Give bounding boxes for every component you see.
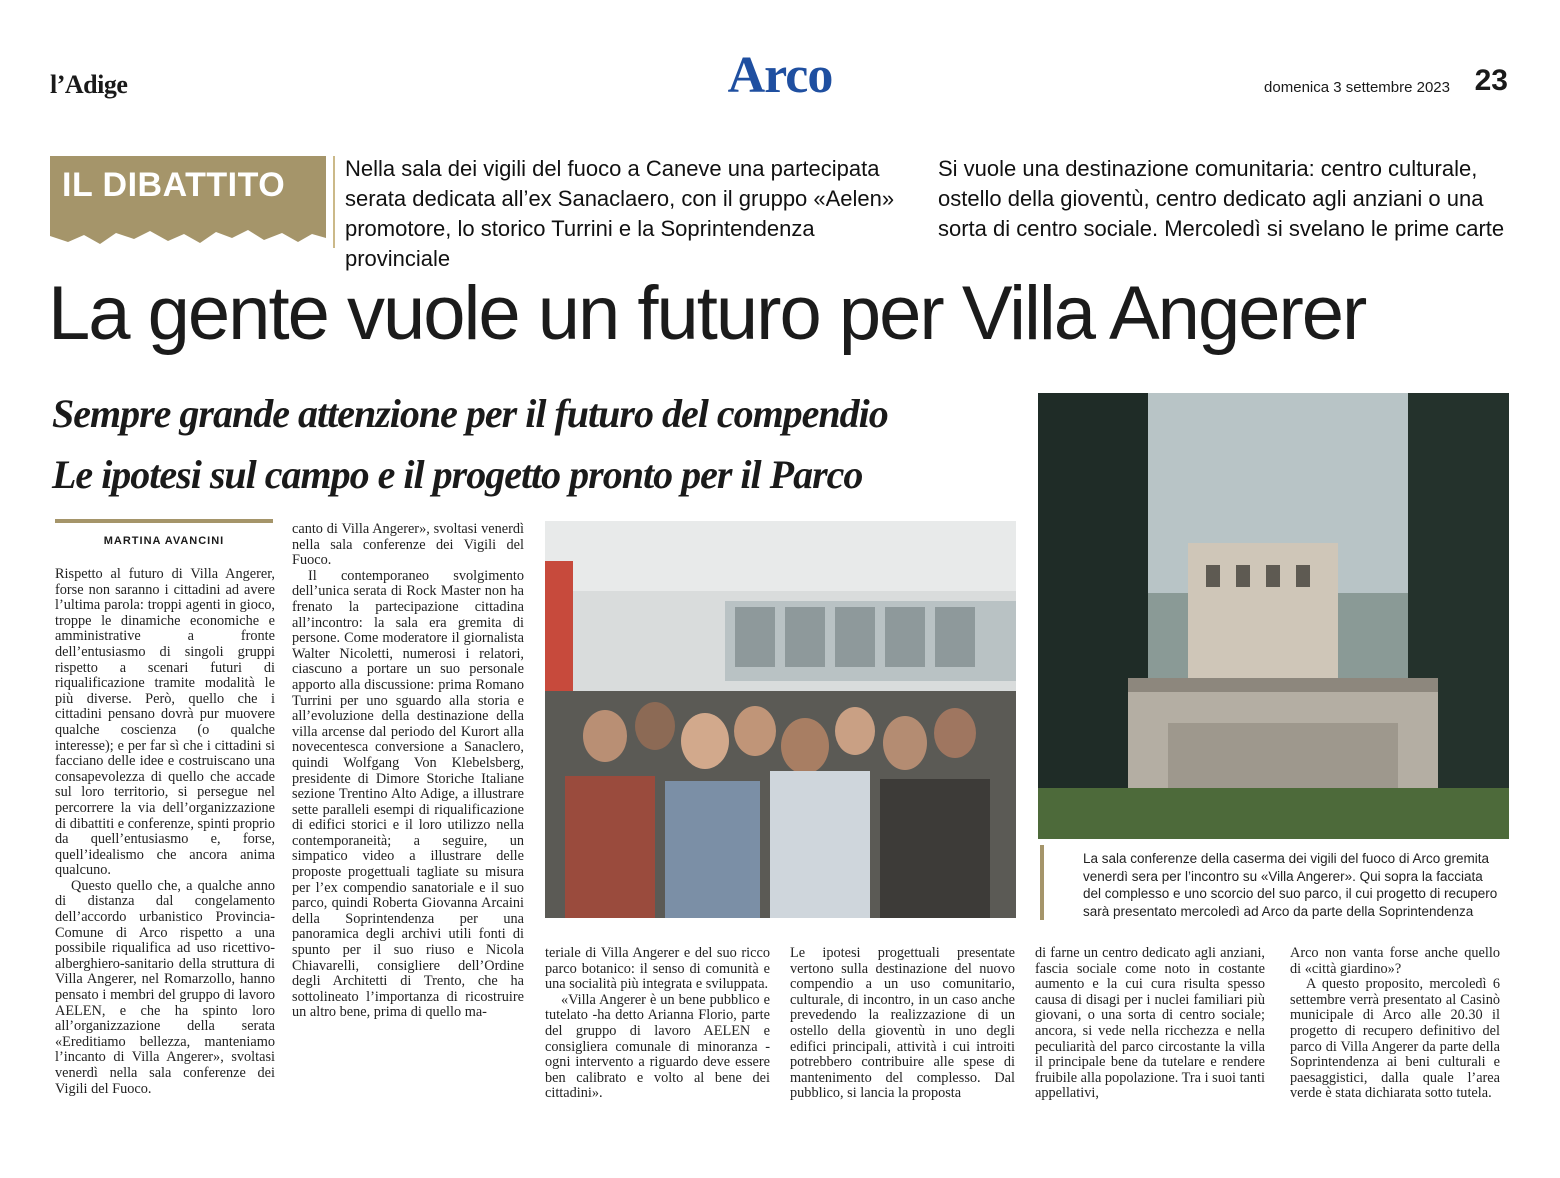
article-column-5 [1035,946,1265,1166]
paragraph: canto di Villa Angerer», svoltasi venerdì nella sala conferenze dei Vigili del Fuoco. [292,522,524,569]
deck-left: Nella sala dei vigili del fuoco a Caneve una partecipata serata dedicata all’ex Sanaclaero, con il gruppo «Aelen» promotore, lo storico Turrini e la Soprintendenza provinciale [345,156,895,271]
deck-divider [333,156,335,248]
byline: MARTINA AVANCINI [103,535,225,547]
paragraph: Rispetto al futuro di Villa Angerer, forse non saranno i cittadini ad avere l’ultima parola: troppi agenti in gioco, troppe le dinamiche economiche e amministrative a fronte dell’entusiasmo di singoli gruppi rispetto a scenari futuri di riqualificazione tramite modalità le più diverse. Però, quello che i cittadini pensano dovrà pur muovere qualche coscienza (o qualche interesse); e per far sì che i cittadini si facciano delle idee e costruiscano una consapevolezza di quello che accade sul loro territorio, si persegue nel percorrere la via dell’organizzazione di dibattiti e conferenze, spinti proprio da quell’entusiasmo e, forse, quell’idealismo che ancora anima qualcuno. [55,567,275,879]
subheadline-1: Sempre grande attenzione per il futuro del compendio [52,391,888,436]
paragraph: Le ipotesi progettuali presentate vertono sulla destinazione del nuovo compendio a un uso comunitario, culturale, di incontro, in un caso anche prevedendo la realizzazione di un ostello della gioventù in uno degli edifici principali, attività i cui introiti potrebbero contribuire alle spese di mantenimento del complesso. Dal pubblico, si lancia la proposta [790,946,1015,1102]
caption-rule [1040,845,1044,920]
paragraph: Arco non vanta forse anche quello di «città giardino»? [1290,946,1500,977]
paragraph: Questo quello che, a qualche anno di distanza dal congelamento dell’accordo urbanistico Provincia-Comune di Arco rispetto a una possibile riqualifica ad uso ricettivo-alberghiero-sanitario della struttura di Villa Angerer, nel Romarzollo, hanno pensato i membri del gruppo di lavoro AELEN, e che ha spinto loro all’organizzazione della serata «Ereditiamo bellezza, manteniamo l’incanto di Villa Angerer», svoltasi venerdì nella sala conferenze dei Vigili del Fuoco. [55,877,275,1097]
conference-audience-photo [545,521,1016,918]
deck-right: Si vuole una destinazione comunitaria: centro culturale, ostello della gioventù, centro dedicato agli anziani o una sorta di centro sociale. Mercoledì si svelano le prime carte [938,156,1505,241]
headline: La gente vuole un futuro per Villa Angerer [48,271,1366,356]
topic-tag-label: IL DIBATTITO [62,166,286,204]
section-title: Arco [727,47,833,104]
article-column-6 [1290,946,1500,1166]
article-column-3 [545,946,770,1166]
byline-rule [55,519,273,523]
newspaper-name: l’Adige [50,70,128,99]
topic-tag [50,156,326,246]
paragraph: A questo proposito, mercoledì 6 settembre verrà presentato al Casinò municipale di Arco alle 20.30 il progetto di recupero definitivo del parco di Villa Angerer da parte della Soprintendenza ai beni culturali e paesaggistici, dalla quale l’area verde è stata dichiarata sotto tutela. [1290,976,1500,1102]
subheadline-2: Le ipotesi sul campo e il progetto pronto per il Parco [52,452,863,497]
page-number: 23 [1474,64,1508,97]
issue-date: domenica 3 settembre 2023 [1264,79,1450,96]
article-column-2 [292,522,524,1162]
paragraph: «Villa Angerer è un bene pubblico e tutelato -ha detto Arianna Florio, parte del gruppo di lavoro AELEN e consigliera comunale di minoranza - ogni intervento a riguardo deve essere ben calibrato e volto al bene dei cittadini». [545,991,770,1102]
paragraph: teriale di Villa Angerer e del suo ricco parco botanico: il senso di comunità e una socialità più integrata e sviluppata. [545,946,770,993]
torn-paper-edge [50,216,326,246]
paragraph: Il contemporaneo svolgimento dell’unica serata di Rock Master non ha frenato la partecipazione cittadina all’incontro: la sala era gremita di persone. Come moderatore il giornalista Walter Nicoletti, numerosi i relatori, ciascuno a portare un suo personale apporto alla discussione: prima Romano Turrini per uno sguardo alla storia e all’evoluzione della destinazione della villa arcense dal periodo del Kurort alla novecentesca conversione a Sanaclero, quindi Wolfgang Von Klebelsberg, presidente di Dimore Storiche Italiane sezione Trentino Alto Adige, a illustrare sette paralleli esempi di riqualificazione di edifici storici e il loro utilizzo nella contemporaneità; a seguire, un simpatico video a illustrare delle proposte progettuali tagliate su misura per l’ex compendio sanatoriale e il suo parco, quindi Roberta Giovanna Arcaini della Soprintendenza per una panoramica degli archivi utili fonti di spunto per il suo riuso e Nicola Chiavarelli, consigliere dell’Ordine degli Architetti di Trento, che ha sottolineato l’importanza di ricostruire un altro bene, prima di quello ma- [292,567,524,1021]
photo-caption: La sala conferenze della caserma dei vigili del fuoco di Arco gremita venerdì sera per l’incontro su «Villa Angerer». Qui sopra la facciata del complesso e uno scorcio del suo parco, il cui progetto di recupero sarà presentato mercoledì ad Arco da parte della Soprintendenza [1083,851,1498,919]
article-column-4 [790,946,1015,1166]
villa-facade-photo [1038,393,1509,839]
article-column-1 [55,567,275,1167]
paragraph: di farne un centro dedicato agli anziani, fascia sociale come noto in costante aumento e la cui cura risulta spesso causa di disagi per i nuclei familiari più giovani, o una sorta di centro sociale; ancora, si vede nella ricchezza e nella peculiarità del parco circostante la villa il principale bene da tutelare e rendere fruibile alla popolazione. Tra i suoi tanti appellativi, [1035,946,1265,1102]
